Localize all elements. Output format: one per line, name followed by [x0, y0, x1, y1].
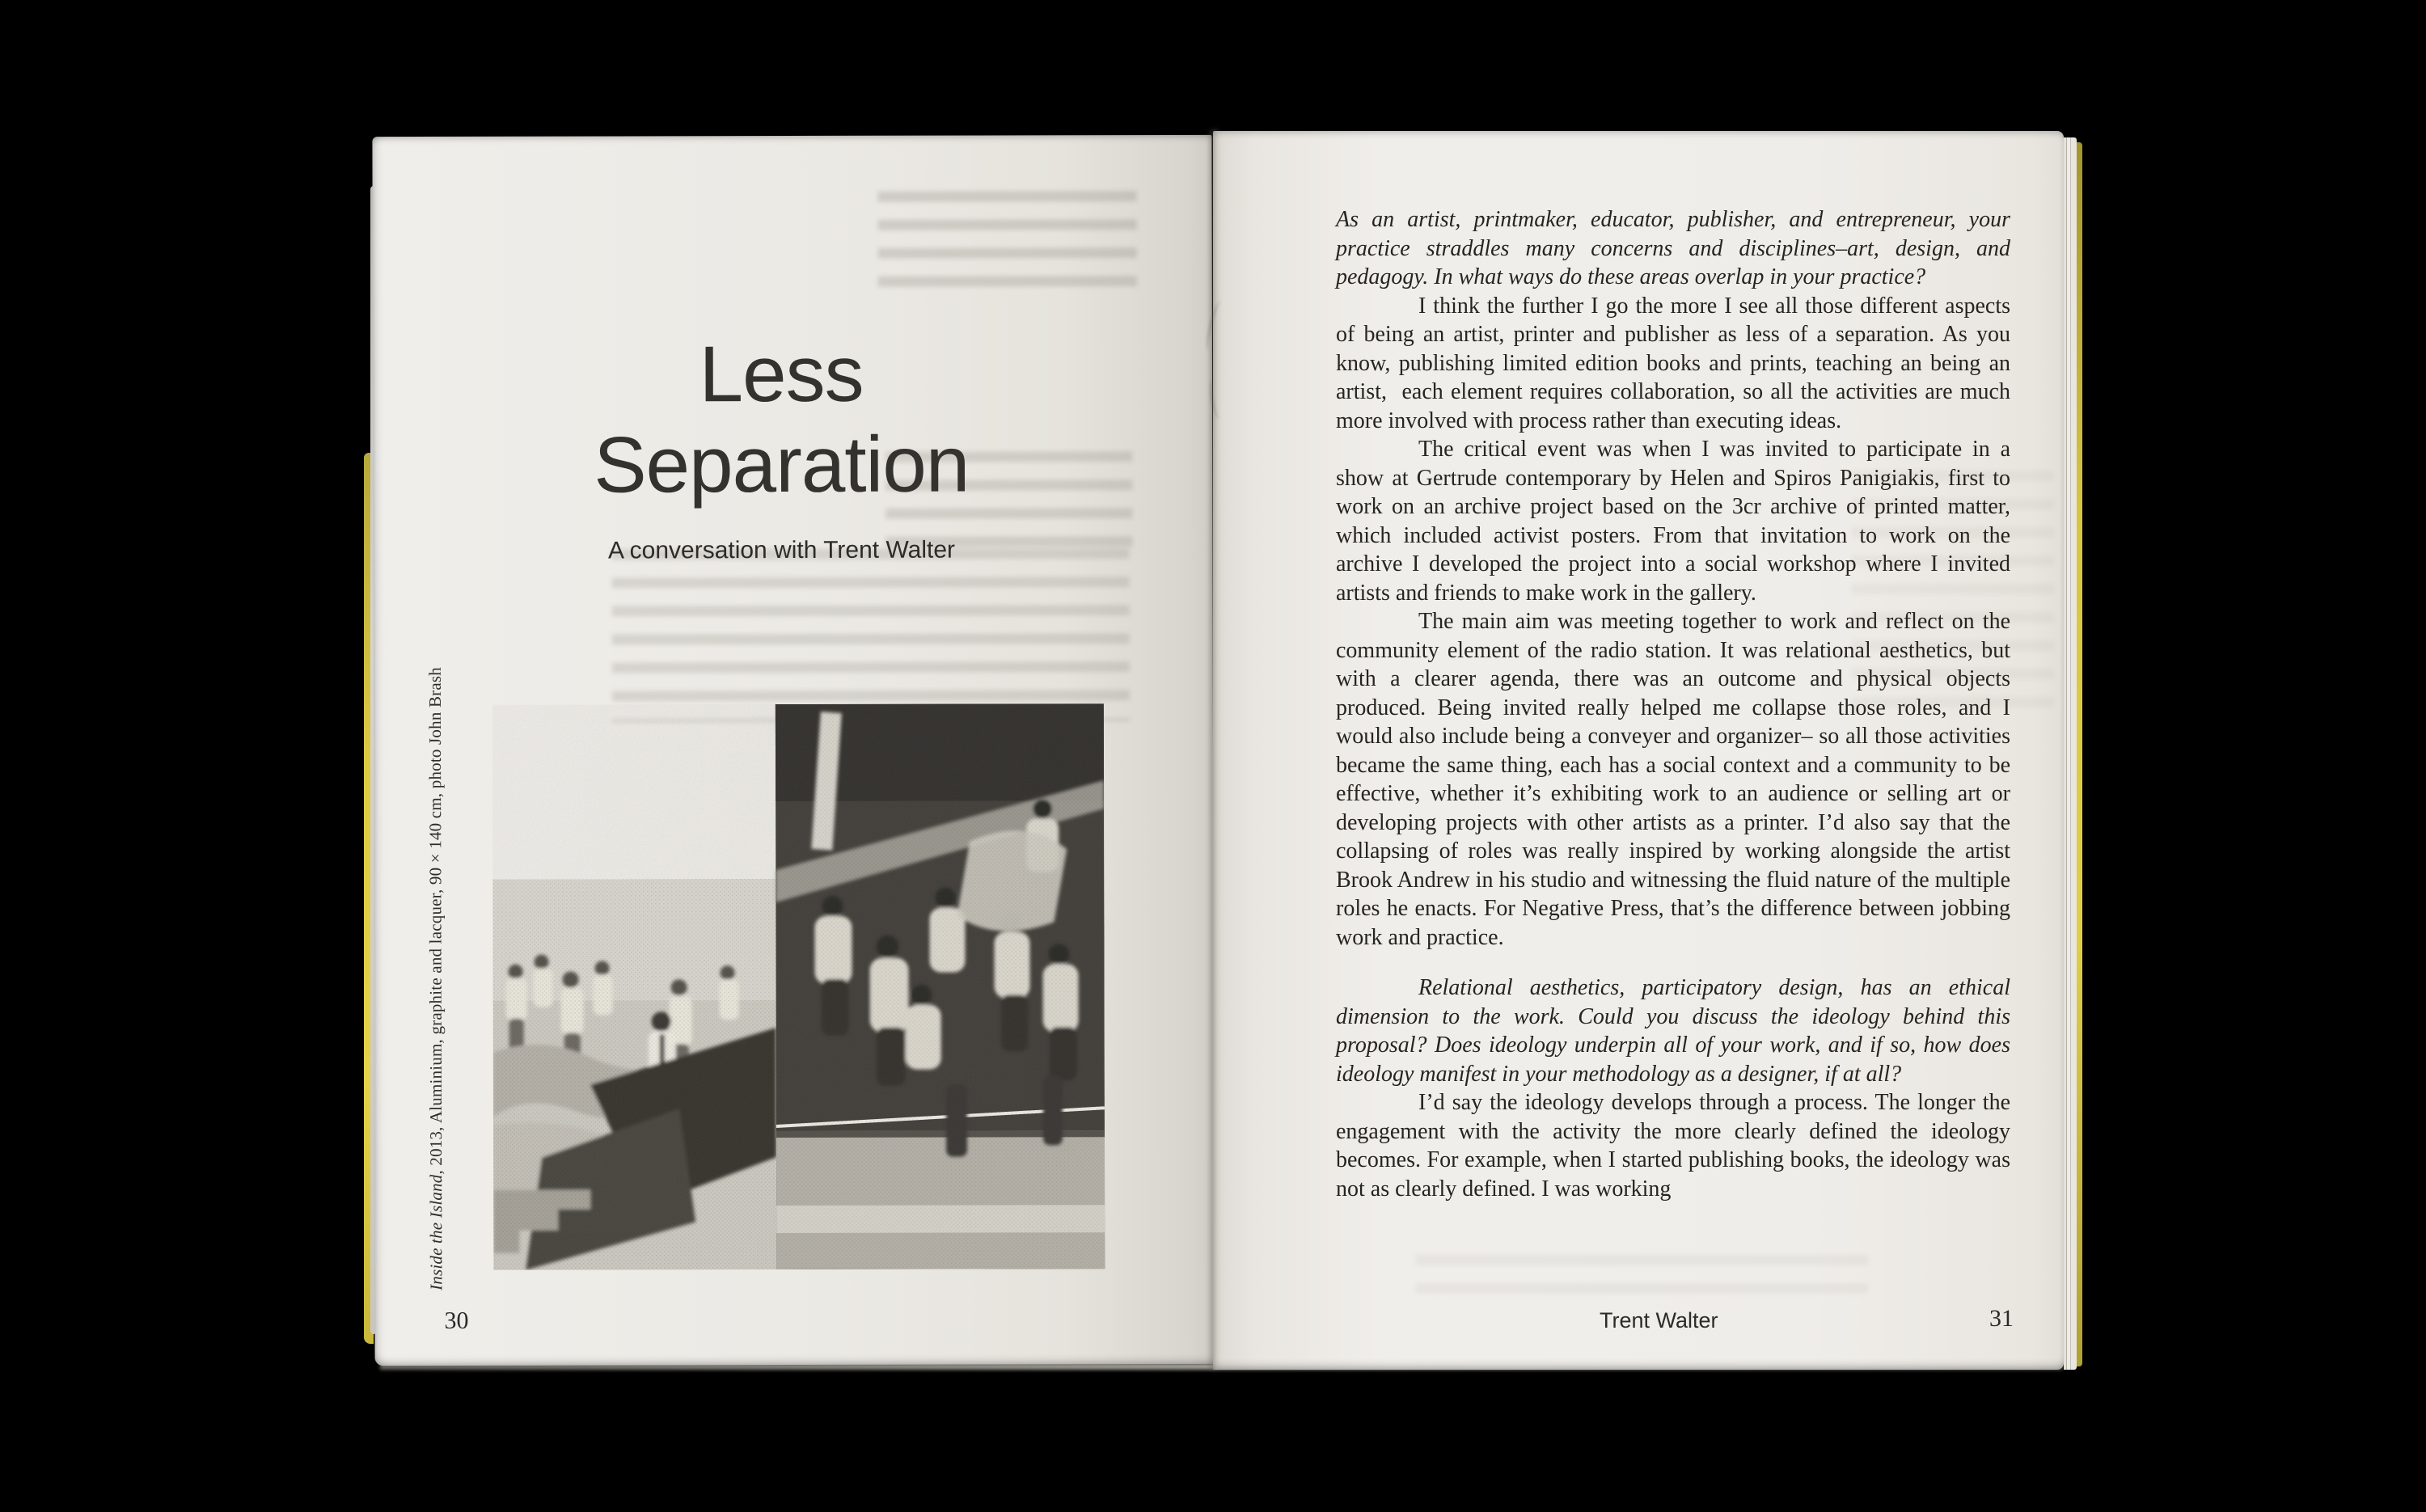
chapter-title-line2: Separation	[594, 419, 970, 509]
running-footer: Trent Walter	[1600, 1308, 1718, 1333]
paragraph-answer: I’d say the ideology develops through a process. The longer the engagement with the activity the more clearly defined the ideology becomes. For example, when I started publishing books, the ideology was not as clearly defined. I was working	[1336, 1090, 2016, 1202]
page-number-left: 30	[444, 1307, 469, 1334]
left-page	[372, 135, 1214, 1366]
page-number-right: 31	[1989, 1305, 2014, 1332]
paragraph-question: As an artist, printmaker, educator, publisher, and entrepreneur, your practice straddles many concerns and disciplines–art, design, and pedagogy. In what ways do these areas overlap in your practice?	[1336, 207, 2016, 289]
chapter-title-line1: Less	[699, 328, 864, 419]
photo-caption	[425, 667, 447, 1290]
artwork-photo-graphic	[492, 703, 1105, 1270]
show-through-text	[878, 191, 1137, 290]
artwork-photo	[492, 703, 1105, 1270]
body-text	[1336, 205, 2016, 1203]
paragraph-answer: The main aim was meeting together to work and reflect on the community element of the radio station. It was relational aesthetics, but with a clearer agenda, there was an outcome and physical objects produced. Being invited really helped me collapse those roles, and I would also include being a conveyer and organizer– so all those activities became the same thing, each has a social context and a community to be effective, whether it’s exhibiting work to an audience or selling art or developing projects with other artists as a printer. I’d also say that the collapsing of roles was really inspired by working alongside the artist Brook Andrew in his studio and witnessing the fluid nature of the multiple roles he enacts. For Negative Press, that’s the difference between jobbing work and practice.	[1336, 609, 2016, 950]
photo-caption-title: Inside the Island,	[426, 1170, 446, 1290]
paragraph-answer: The critical event was when I was invited to participate in a show at Gertrude contemporary by Helen and Spiros Panigiakis, first to work on an archive project based on the 3cr archive of printed matter, which included activist posters. From that invitation to work on the archive I developed the project into a social workshop where I invited artists and friends to make work in the gallery.	[1336, 437, 2016, 606]
paragraph-question: Relational aesthetics, participatory design, has an ethical dimension to the work. Could you discuss the ideology behind this proposal? Does ideology underpin all of your work, and if so, how does ideology manifest in your methodology as a designer, if at all?	[1336, 975, 2016, 1087]
chapter-title	[372, 327, 1201, 510]
show-through-text	[1415, 1255, 1868, 1303]
chapter-subtitle: A conversation with Trent Walter	[607, 536, 956, 564]
cover-edge-right	[2077, 142, 2082, 1366]
photo-caption-details: 2013, Aluminium, graphite and lacquer, 90 × 140 cm, photo John Brash	[425, 667, 446, 1171]
show-through-text	[611, 548, 1129, 722]
right-page	[1213, 131, 2064, 1370]
page-stack-edge-right	[2064, 137, 2077, 1370]
paragraph-answer: I think the further I go the more I see all those different aspects of being an artist, printer and publisher as less of a separation. As you know, publishing limited edition books and prints, teaching an being an artist, each element requires collaboration, so all the activities are much more involved with process rather than executing ideas.	[1336, 293, 2016, 433]
